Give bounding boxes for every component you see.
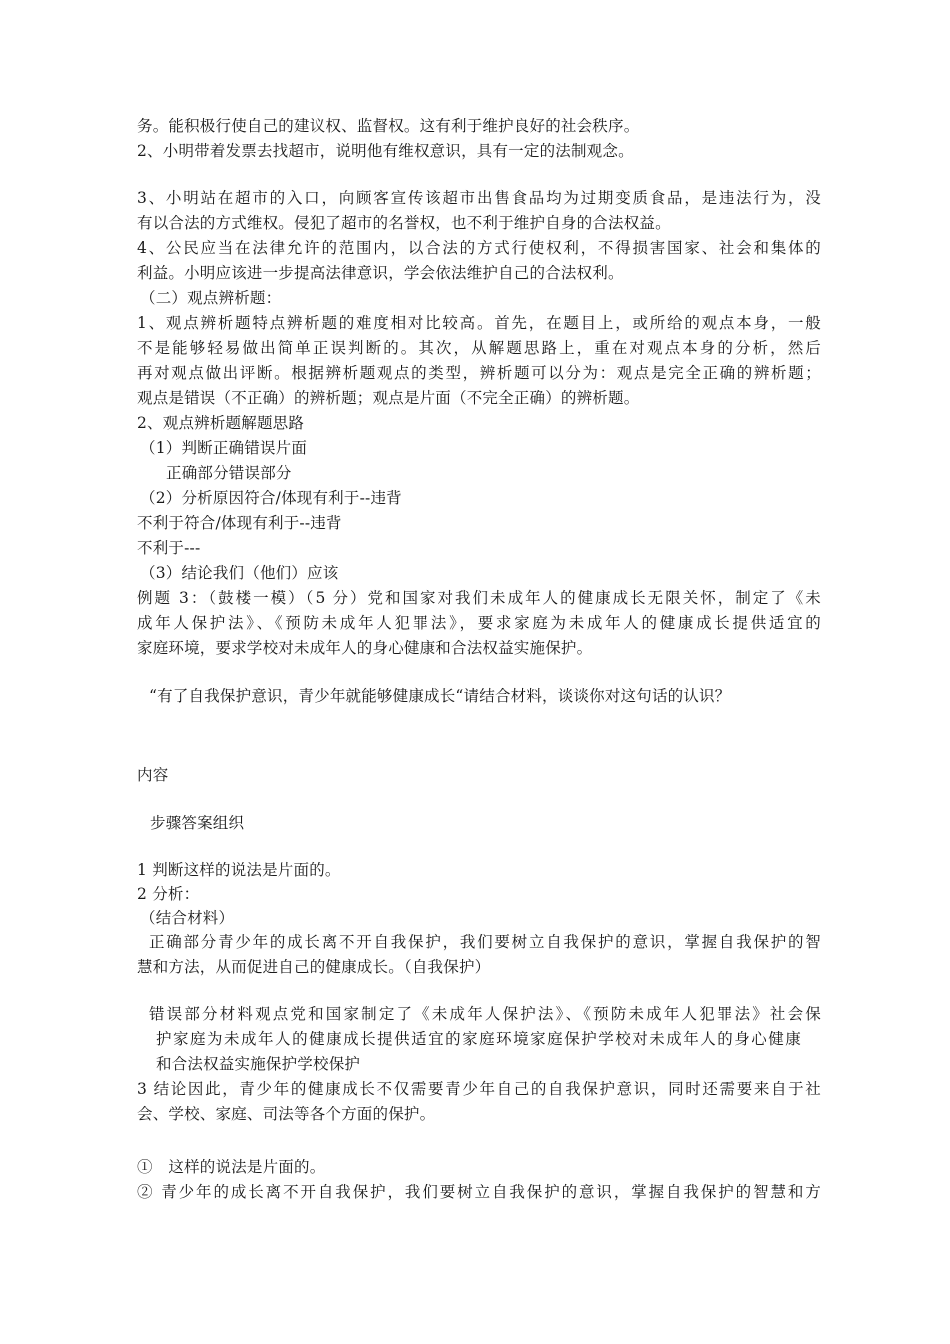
text-line: 3、小明站在超市的入口，向顾客宣传该超市出售食品均为过期变质食品，是违法行为，没 (137, 189, 821, 207)
text-line: （2）分析原因符合/体现有利于--违背 (140, 489, 402, 507)
text-line: 正确部分错误部分 (166, 464, 292, 482)
text-line: 再对观点做出评断。根据辨析题观点的类型，辨析题可以分为：观点是完全正确的辨析题； (137, 364, 821, 382)
text-line: （3）结论我们（他们）应该 (140, 564, 339, 582)
text-line: 成年人保护法》、《预防未成年人犯罪法》，要求家庭为未成年人的健康成长提供适宜的 (137, 614, 821, 632)
text-line: 3 结论因此，青少年的健康成长不仅需要青少年自己的自我保护意识，同时还需要来自于社 (137, 1080, 821, 1098)
text-line: 不利于符合/体现有利于--违背 (137, 514, 342, 532)
text-line: 1、观点辨析题特点辨析题的难度相对比较高。首先，在题目上，或所给的观点本身，一般 (137, 314, 821, 332)
text-line: 利益。小明应该进一步提高法律意识，学会依法维护自己的合法权利。 (137, 264, 624, 282)
list-item: ② 青少年的成长离不开自我保护，我们要树立自我保护的意识，掌握自我保护的智慧和方 (137, 1183, 821, 1201)
text-line: 2、观点辨析题解题思路 (137, 414, 305, 432)
section-heading: （二）观点辨析题： (140, 289, 282, 307)
text-line: （1）判断正确错误片面 (140, 439, 308, 457)
question-line: “有了自我保护意识，青少年就能够健康成长“请结合材料，谈谈你对这句话的认识？ (149, 687, 731, 705)
text-line: 有以合法的方式维权。侵犯了超市的名誉权，也不利于维护自身的合法权益。 (137, 214, 671, 232)
text-line: 会、学校、家庭、司法等各个方面的保护。 (137, 1105, 436, 1123)
text-line: 2、小明带着发票去找超市，说明他有维权意识，具有一定的法制观念。 (137, 142, 634, 160)
text-line: 慧和方法，从而促进自己的健康成长。（自我保护） (137, 958, 491, 976)
text-line: 内容 (137, 766, 169, 784)
text-line: 务。能积极行使自己的建议权、监督权。这有利于维护良好的社会秩序。 (137, 117, 640, 135)
text-line: 护家庭为未成年人的健康成长提供适宜的家庭环境家庭保护学校对未成年人的身心健康 (156, 1030, 801, 1048)
list-item: ① 这样的说法是片面的。 (137, 1158, 326, 1176)
text-line: 不是能够轻易做出简单正误判断的。其次，从解题思路上，重在对观点本身的分析，然后 (137, 339, 821, 357)
text-line: 正确部分青少年的成长离不开自我保护，我们要树立自我保护的意识，掌握自我保护的智 (149, 933, 821, 951)
text-line: 步骤答案组织 (150, 814, 245, 832)
text-line: 4、公民应当在法律允许的范围内，以合法的方式行使权利，不得损害国家、社会和集体的 (137, 239, 821, 257)
text-line: 2 分析： (137, 885, 200, 903)
text-line: 和合法权益实施保护学校保护 (156, 1055, 361, 1073)
text-line: 不利于--- (137, 539, 201, 557)
text-line: 错误部分材料观点党和国家制定了《未成年人保护法》、《预防未成年人犯罪法》社会保 (149, 1005, 821, 1023)
text-line: （结合材料） (140, 909, 235, 927)
text-line: 例题 3：（鼓楼一模）（5 分）党和国家对我们未成年人的健康成长无限关怀，制定了《未 (137, 589, 821, 607)
text-line: 1 判断这样的说法是片面的。 (137, 861, 341, 879)
text-line: 家庭环境，要求学校对未成年人的身心健康和合法权益实施保护。 (137, 639, 593, 657)
text-line: 观点是错误（不正确）的辨析题；观点是片面（不完全正确）的辨析题。 (137, 389, 640, 407)
